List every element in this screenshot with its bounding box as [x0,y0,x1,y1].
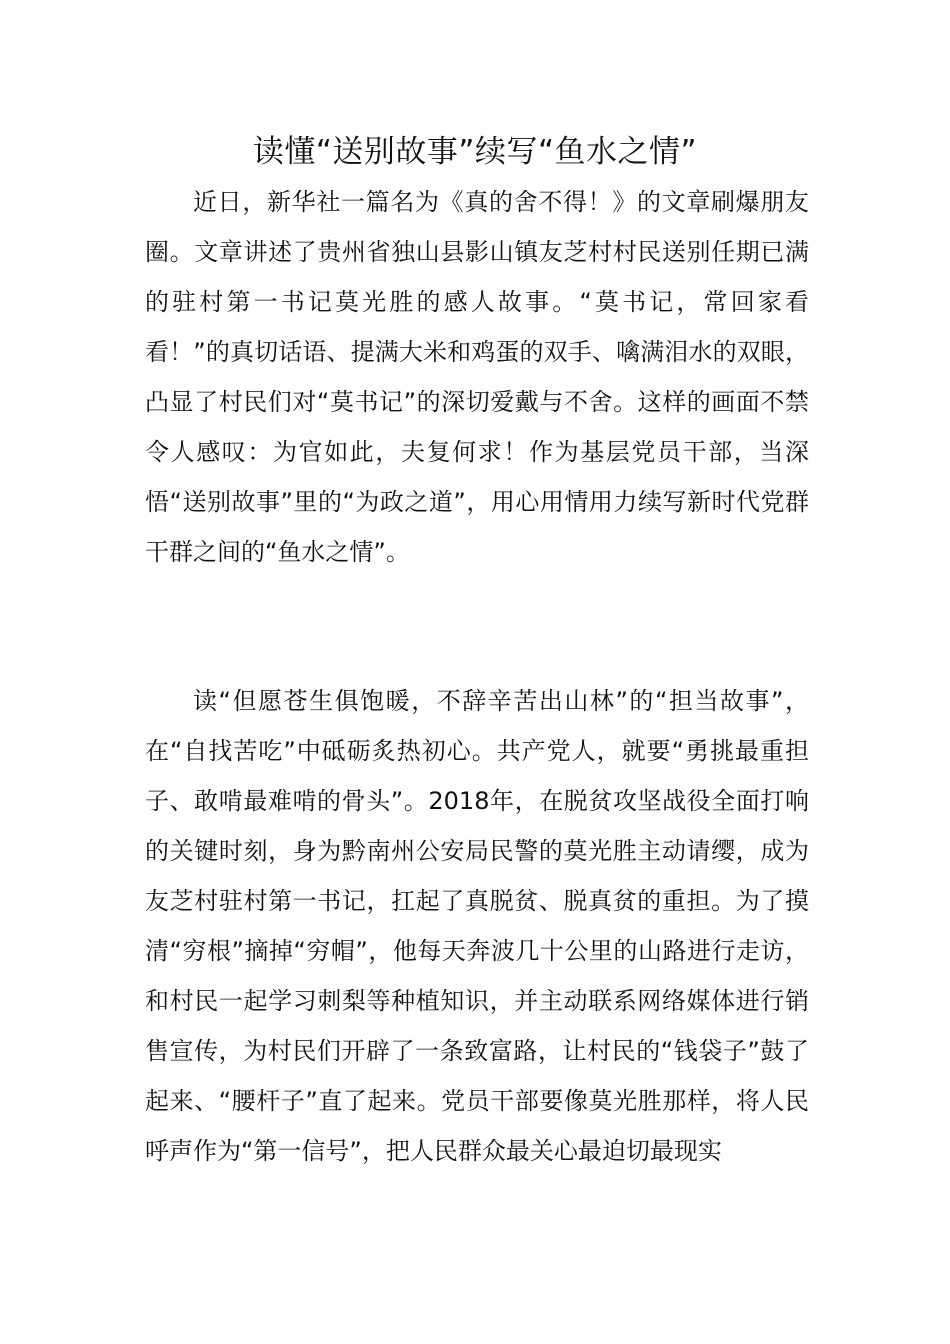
document-title: 读懂“送别故事”续写“鱼水之情” [252,134,698,170]
paragraph-2: 读“但愿苍生俱饱暖，不辞辛苦出山林”的“担当故事”，在“自找苦吃”中砥砺炙热初心。共产党人，就要“勇挑最重担子、敢啃最难啃的骨头”。2018年，在脱贫攻坚战役全面打响的关键时刻，身为黔南州公安局民警的莫光胜主动请缨，成为友芝村驻村第一书记，扛起了真脱贫、脱真贫的重担。为了摸清“穷根”摘掉“穷帽”，他每天奔波几十公里的山路进行走访，和村民一起学习刺梨等种植知识，并主动联系网络媒体进行销售宣传，为村民们开辟了一条致富路，让村民的“钱袋子”鼓了起来、“腰杆子”直了起来。党员干部要像莫光胜那样，将人民呼声作为“第一信号”，把人民群众最关心最迫切最现实 [145,687,809,1165]
paragraph-1: 近日，新华社一篇名为《真的舍不得！》的文章刷爆朋友圈。文章讲述了贵州省独山县影山镇友芝村村民送别任期已满的驻村第一书记莫光胜的感人故事。“莫书记，常回家看看！”的真切话语、提满大米和鸡蛋的双手、噙满泪水的双眼，凸显了村民们对“莫书记”的深切爱戴与不舍。这样的画面不禁令人感叹：为官如此，夫复何求！作为基层党员干部，当深悟“送别故事”里的“为政之道”，用心用情用力续写新时代党群干群之间的“鱼水之情”。 [145,188,809,566]
